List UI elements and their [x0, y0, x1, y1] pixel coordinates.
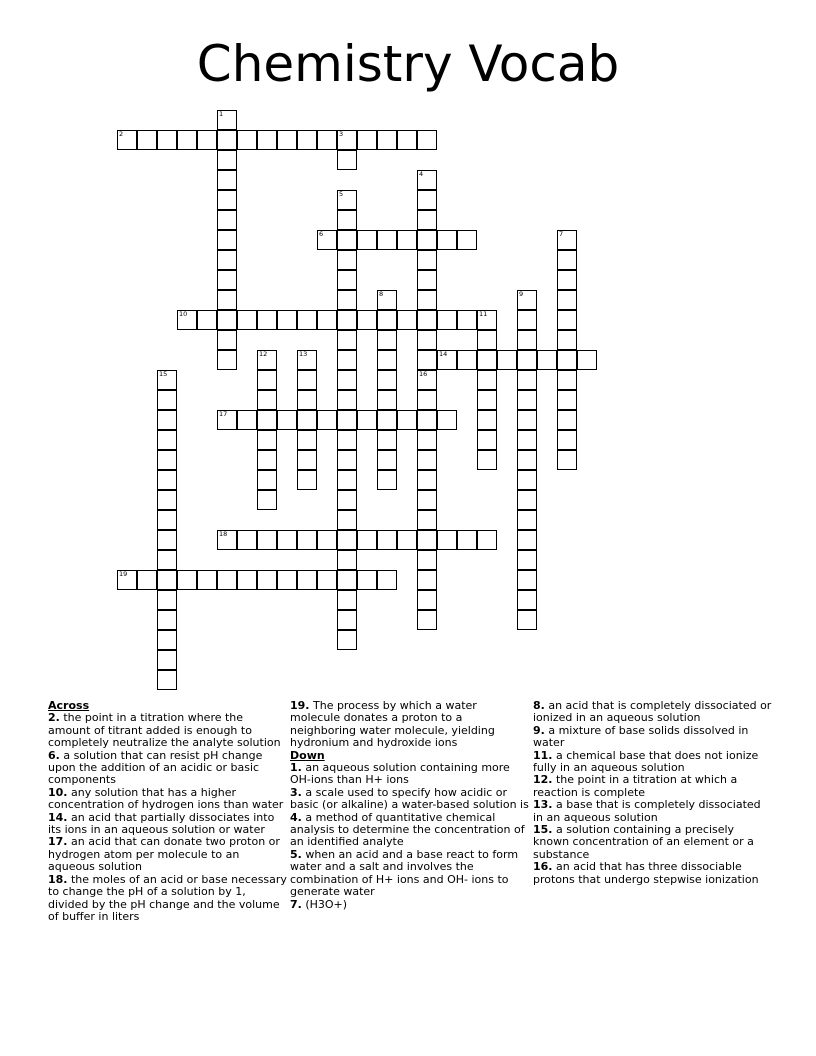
clue-text: any solution that has a higher concentration of hydrogen ions than water — [48, 785, 284, 812]
grid-cell[interactable] — [377, 450, 397, 470]
grid-cell[interactable] — [157, 630, 177, 650]
grid-cell[interactable] — [297, 530, 317, 550]
clue-number: 8 — [379, 290, 384, 298]
grid-cell[interactable] — [517, 370, 537, 390]
grid-cell[interactable] — [177, 130, 197, 150]
grid-cell[interactable] — [337, 350, 357, 370]
grid-cell[interactable] — [217, 110, 237, 130]
clues-column-1 — [48, 700, 288, 923]
grid-cell[interactable] — [217, 150, 237, 170]
grid-cell[interactable] — [337, 530, 357, 550]
grid-cell[interactable] — [157, 510, 177, 530]
grid-cell[interactable] — [277, 570, 297, 590]
clue-number: 3 — [339, 130, 344, 138]
clues-column-2 — [290, 700, 530, 911]
grid-cell[interactable] — [257, 490, 277, 510]
grid-cell[interactable] — [377, 310, 397, 330]
grid-cell[interactable] — [517, 450, 537, 470]
grid-cell[interactable] — [137, 130, 157, 150]
grid-cell[interactable] — [337, 150, 357, 170]
clue-number-label: 14. — [48, 810, 68, 824]
grid-cell[interactable] — [257, 450, 277, 470]
clue-number: 9 — [519, 290, 524, 298]
grid-cell[interactable] — [417, 590, 437, 610]
grid-cell[interactable] — [457, 310, 477, 330]
grid-cell[interactable] — [337, 630, 357, 650]
clue-number-label: 16. — [533, 860, 553, 874]
clue-number-label: 6. — [48, 748, 60, 762]
grid-cell[interactable] — [417, 510, 437, 530]
grid-cell[interactable] — [377, 410, 397, 430]
clue-number: 13 — [299, 350, 308, 358]
grid-cell[interactable] — [337, 570, 357, 590]
grid-cell[interactable] — [337, 490, 357, 510]
grid-cell[interactable] — [557, 370, 577, 390]
grid-cell[interactable] — [297, 130, 317, 150]
grid-cell[interactable] — [277, 130, 297, 150]
grid-cell[interactable] — [157, 410, 177, 430]
grid-cell[interactable] — [417, 350, 437, 370]
clue-number: 4 — [419, 170, 424, 178]
grid-cell[interactable] — [257, 470, 277, 490]
grid-cell[interactable] — [217, 130, 237, 150]
grid-cell[interactable] — [237, 570, 257, 590]
clue-number-label: 10. — [48, 785, 68, 799]
grid-cell[interactable] — [377, 290, 397, 310]
clue-item — [48, 836, 288, 873]
grid-cell[interactable] — [417, 290, 437, 310]
grid-cell[interactable] — [557, 450, 577, 470]
grid-cell[interactable] — [557, 310, 577, 330]
grid-cell[interactable] — [377, 430, 397, 450]
grid-cell[interactable] — [517, 310, 537, 330]
grid-cell[interactable] — [357, 410, 377, 430]
grid-cell[interactable] — [237, 410, 257, 430]
clue-item — [533, 725, 773, 750]
grid-cell[interactable] — [157, 590, 177, 610]
clues-column-3 — [533, 700, 773, 886]
grid-cell[interactable] — [377, 570, 397, 590]
grid-cell[interactable] — [237, 530, 257, 550]
grid-cell[interactable] — [337, 390, 357, 410]
grid-cell[interactable] — [337, 410, 357, 430]
clue-number-label: 17. — [48, 835, 68, 849]
grid-cell[interactable] — [517, 470, 537, 490]
clue-number: 5 — [339, 190, 344, 198]
grid-cell[interactable] — [197, 310, 217, 330]
grid-cell[interactable] — [177, 570, 197, 590]
grid-cell[interactable] — [417, 430, 437, 450]
grid-cell[interactable] — [337, 190, 357, 210]
grid-cell[interactable] — [317, 410, 337, 430]
clue-text: an acid that partially dissociates into its ions in an aqueous solution or water — [48, 810, 275, 837]
clue-number: 1 — [219, 110, 224, 118]
grid-cell[interactable] — [457, 530, 477, 550]
grid-cell[interactable] — [417, 410, 437, 430]
grid-cell[interactable] — [217, 410, 237, 430]
grid-cell[interactable] — [477, 530, 497, 550]
grid-cell[interactable] — [537, 350, 557, 370]
grid-cell[interactable] — [317, 530, 337, 550]
grid-cell[interactable] — [377, 350, 397, 370]
grid-cell[interactable] — [137, 570, 157, 590]
grid-cell[interactable] — [497, 350, 517, 370]
grid-cell[interactable] — [377, 230, 397, 250]
grid-cell[interactable] — [557, 390, 577, 410]
clue-item — [290, 812, 530, 849]
clue-number: 14 — [439, 350, 448, 358]
grid-cell[interactable] — [417, 250, 437, 270]
grid-cell[interactable] — [237, 130, 257, 150]
grid-cell[interactable] — [297, 350, 317, 370]
grid-cell[interactable] — [357, 310, 377, 330]
grid-cell[interactable] — [477, 450, 497, 470]
grid-cell[interactable] — [557, 270, 577, 290]
grid-cell[interactable] — [297, 450, 317, 470]
grid-cell[interactable] — [297, 570, 317, 590]
grid-cell[interactable] — [317, 310, 337, 330]
clue-item — [290, 700, 530, 750]
grid-cell[interactable] — [337, 450, 357, 470]
grid-cell[interactable] — [477, 390, 497, 410]
clue-number: 15 — [159, 370, 168, 378]
grid-cell[interactable] — [417, 450, 437, 470]
grid-cell[interactable] — [237, 310, 257, 330]
grid-cell[interactable] — [157, 490, 177, 510]
grid-cell[interactable] — [517, 530, 537, 550]
grid-cell[interactable] — [217, 290, 237, 310]
grid-cell[interactable] — [557, 430, 577, 450]
grid-cell[interactable] — [277, 310, 297, 330]
grid-cell[interactable] — [297, 310, 317, 330]
across-heading: Across — [48, 699, 90, 712]
grid-cell[interactable] — [417, 190, 437, 210]
grid-cell[interactable] — [257, 570, 277, 590]
clue-number: 6 — [319, 230, 324, 238]
clue-item — [48, 712, 288, 749]
grid-cell[interactable] — [417, 310, 437, 330]
clue-number-label: 2. — [48, 711, 60, 725]
grid-cell[interactable] — [217, 330, 237, 350]
grid-cell[interactable] — [257, 370, 277, 390]
grid-cell[interactable] — [417, 210, 437, 230]
grid-cell[interactable] — [177, 310, 197, 330]
grid-cell[interactable] — [337, 130, 357, 150]
grid-cell[interactable] — [157, 570, 177, 590]
grid-cell[interactable] — [577, 350, 597, 370]
grid-cell[interactable] — [417, 330, 437, 350]
grid-cell[interactable] — [197, 570, 217, 590]
clue-text: an acid that is completely dissociated or ionized in an aqueous solution — [533, 699, 772, 725]
grid-cell[interactable] — [477, 430, 497, 450]
clue-text: an acid that has three dissociable protons that undergo stepwise ionization — [533, 860, 759, 886]
grid-cell[interactable] — [517, 410, 537, 430]
grid-cell[interactable] — [337, 210, 357, 230]
grid-cell[interactable] — [277, 410, 297, 430]
clue-number-label: 9. — [533, 723, 545, 737]
grid-cell[interactable] — [557, 230, 577, 250]
grid-cell[interactable] — [477, 370, 497, 390]
grid-cell[interactable] — [557, 250, 577, 270]
grid-cell[interactable] — [417, 610, 437, 630]
grid-cell[interactable] — [417, 470, 437, 490]
grid-cell[interactable] — [517, 430, 537, 450]
grid-cell[interactable] — [317, 230, 337, 250]
grid-cell[interactable] — [157, 370, 177, 390]
grid-cell[interactable] — [337, 510, 357, 530]
grid-cell[interactable] — [257, 130, 277, 150]
grid-cell[interactable] — [377, 330, 397, 350]
down-heading: Down — [290, 748, 325, 762]
clue-number-label: 4. — [290, 810, 302, 824]
grid-cell[interactable] — [477, 350, 497, 370]
grid-cell[interactable] — [437, 230, 457, 250]
clue-text: a solution that can resist pH change upon the addition of an acidic or basic components — [48, 748, 263, 787]
grid-cell[interactable] — [417, 370, 437, 390]
grid-cell[interactable] — [517, 550, 537, 570]
grid-cell[interactable] — [157, 450, 177, 470]
grid-cell[interactable] — [257, 350, 277, 370]
clue-number-label: 5. — [290, 847, 302, 861]
clue-number-label: 3. — [290, 785, 302, 799]
grid-cell[interactable] — [417, 230, 437, 250]
grid-cell[interactable] — [157, 610, 177, 630]
grid-cell[interactable] — [217, 230, 237, 250]
clue-item — [290, 849, 530, 899]
clue-number-label: 1. — [290, 761, 302, 775]
grid-cell[interactable] — [217, 270, 237, 290]
clue-item — [48, 812, 288, 837]
clue-number: 17 — [219, 410, 228, 418]
grid-cell[interactable] — [337, 550, 357, 570]
grid-cell[interactable] — [557, 290, 577, 310]
clue-text: (H3O+) — [301, 897, 348, 911]
clue-text: the point in a titration where the amount of titrant added is enough to completely neutralize the analyte solution — [48, 711, 281, 750]
clue-item — [533, 774, 773, 799]
grid-cell[interactable] — [217, 250, 237, 270]
grid-cell[interactable] — [257, 410, 277, 430]
clue-item — [48, 874, 288, 924]
grid-cell[interactable] — [217, 190, 237, 210]
grid-cell[interactable] — [337, 590, 357, 610]
clue-number: 19 — [119, 570, 128, 578]
grid-cell[interactable] — [517, 510, 537, 530]
clue-item — [290, 787, 530, 812]
clue-number-label: 18. — [48, 872, 68, 886]
grid-cell[interactable] — [257, 430, 277, 450]
grid-cell[interactable] — [457, 350, 477, 370]
clue-item — [533, 750, 773, 775]
clue-text: the moles of an acid or base necessary to change the pH of a solution by 1, divided by the pH change and the volume of buffer in liters — [48, 872, 287, 923]
clue-text: a base that is completely dissociated in an aqueous solution — [533, 798, 761, 824]
grid-cell[interactable] — [557, 330, 577, 350]
grid-cell[interactable] — [157, 390, 177, 410]
grid-cell[interactable] — [157, 550, 177, 570]
grid-cell[interactable] — [517, 610, 537, 630]
grid-cell[interactable] — [357, 570, 377, 590]
grid-cell[interactable] — [337, 610, 357, 630]
grid-cell[interactable] — [157, 670, 177, 690]
grid-cell[interactable] — [437, 530, 457, 550]
grid-cell[interactable] — [437, 350, 457, 370]
clue-number: 11 — [479, 310, 488, 318]
grid-cell[interactable] — [257, 530, 277, 550]
grid-cell[interactable] — [297, 370, 317, 390]
clue-number-label: 12. — [533, 773, 553, 787]
clue-text: the point in a titration at which a reaction is complete — [533, 773, 738, 799]
grid-cell[interactable] — [357, 230, 377, 250]
grid-cell[interactable] — [477, 330, 497, 350]
grid-cell[interactable] — [317, 570, 337, 590]
grid-cell[interactable] — [477, 410, 497, 430]
clue-number-label: 11. — [533, 748, 553, 762]
grid-cell[interactable] — [337, 270, 357, 290]
clue-item — [533, 700, 773, 725]
grid-cell[interactable] — [397, 310, 417, 330]
grid-cell[interactable] — [257, 310, 277, 330]
grid-cell[interactable] — [437, 410, 457, 430]
page-title: Chemistry Vocab — [196, 35, 620, 93]
grid-cell[interactable] — [437, 310, 457, 330]
grid-cell[interactable] — [297, 390, 317, 410]
clue-item — [290, 899, 530, 911]
grid-cell[interactable] — [357, 130, 377, 150]
clue-number-label: 8. — [533, 699, 545, 712]
grid-cell[interactable] — [517, 390, 537, 410]
grid-cell[interactable] — [377, 470, 397, 490]
grid-cell[interactable] — [337, 470, 357, 490]
grid-cell[interactable] — [397, 410, 417, 430]
grid-cell[interactable] — [157, 470, 177, 490]
clue-text: a method of quantitative chemical analysis to determine the concentration of an identified analyte — [290, 810, 525, 849]
grid-cell[interactable] — [337, 230, 357, 250]
grid-cell[interactable] — [337, 310, 357, 330]
clue-number: 2 — [119, 130, 124, 138]
grid-cell[interactable] — [217, 530, 237, 550]
grid-cell[interactable] — [217, 310, 237, 330]
clue-text: when an acid and a base react to form water and a salt and involves the combination of H+ ions and OH- ions to generate water — [290, 847, 519, 899]
grid-cell[interactable] — [317, 130, 337, 150]
clue-text: an acid that can donate two proton or hydrogen atom per molecule to an aqueous solution — [48, 835, 280, 874]
grid-cell[interactable] — [517, 330, 537, 350]
clue-text: a chemical base that does not ionize fully in an aqueous solution — [533, 748, 759, 775]
grid-cell[interactable] — [417, 530, 437, 550]
clue-item — [533, 799, 773, 824]
grid-cell[interactable] — [257, 390, 277, 410]
grid-cell[interactable] — [417, 490, 437, 510]
clue-item — [48, 787, 288, 812]
grid-cell[interactable] — [397, 230, 417, 250]
clue-number: 12 — [259, 350, 268, 358]
grid-cell[interactable] — [417, 170, 437, 190]
grid-cell[interactable] — [337, 330, 357, 350]
grid-cell[interactable] — [357, 530, 377, 550]
clue-number: 10 — [179, 310, 188, 318]
grid-cell[interactable] — [217, 350, 237, 370]
grid-cell[interactable] — [517, 490, 537, 510]
clue-text: an aqueous solution containing more OH-ions than H+ ions — [290, 761, 510, 787]
grid-cell[interactable] — [517, 570, 537, 590]
clue-number-label: 15. — [533, 823, 553, 837]
clue-number: 16 — [419, 370, 428, 378]
clue-item — [48, 750, 288, 787]
grid-cell[interactable] — [277, 530, 297, 550]
grid-cell[interactable] — [117, 130, 137, 150]
clue-text: The process by which a water molecule donates a proton to a neighboring water molecule, yielding hydronium and hydroxide ions — [290, 699, 495, 750]
clue-number-label: 13. — [533, 798, 553, 812]
grid-cell[interactable] — [557, 350, 577, 370]
grid-cell[interactable] — [157, 530, 177, 550]
clue-item — [533, 861, 773, 886]
grid-cell[interactable] — [217, 570, 237, 590]
grid-cell[interactable] — [217, 170, 237, 190]
grid-cell[interactable] — [377, 530, 397, 550]
grid-cell[interactable] — [517, 290, 537, 310]
clue-number-label: 7. — [290, 897, 302, 911]
grid-cell[interactable] — [337, 430, 357, 450]
grid-cell[interactable] — [117, 570, 137, 590]
clue-text: a mixture of base solids dissolved in water — [533, 723, 749, 750]
grid-cell[interactable] — [157, 430, 177, 450]
clue-text: a solution containing a precisely known concentration of an element or a substance — [533, 823, 754, 861]
grid-cell[interactable] — [337, 290, 357, 310]
grid-cell[interactable] — [457, 230, 477, 250]
grid-cell[interactable] — [377, 370, 397, 390]
grid-cell[interactable] — [417, 270, 437, 290]
grid-cell[interactable] — [217, 210, 237, 230]
grid-cell[interactable] — [337, 370, 357, 390]
grid-cell[interactable] — [297, 430, 317, 450]
grid-cell[interactable] — [337, 250, 357, 270]
grid-cell[interactable] — [297, 410, 317, 430]
clue-item — [290, 762, 530, 787]
grid-cell[interactable] — [557, 410, 577, 430]
grid-cell[interactable] — [157, 650, 177, 670]
grid-cell[interactable] — [377, 390, 397, 410]
clue-number: 18 — [219, 530, 228, 538]
grid-cell[interactable] — [417, 130, 437, 150]
grid-cell[interactable] — [417, 390, 437, 410]
grid-cell[interactable] — [517, 590, 537, 610]
clue-number: 7 — [559, 230, 564, 238]
grid-cell[interactable] — [397, 130, 417, 150]
grid-cell[interactable] — [417, 570, 437, 590]
grid-cell[interactable] — [517, 350, 537, 370]
clue-text: a scale used to specify how acidic or basic (or alkaline) a water-based solution is — [290, 785, 529, 812]
grid-cell[interactable] — [197, 130, 217, 150]
grid-cell[interactable] — [297, 470, 317, 490]
grid-cell[interactable] — [157, 130, 177, 150]
grid-cell[interactable] — [377, 130, 397, 150]
clue-item — [533, 824, 773, 861]
grid-cell[interactable] — [397, 530, 417, 550]
clue-number-label: 19. — [290, 699, 310, 712]
grid-cell[interactable] — [477, 310, 497, 330]
grid-cell[interactable] — [417, 550, 437, 570]
